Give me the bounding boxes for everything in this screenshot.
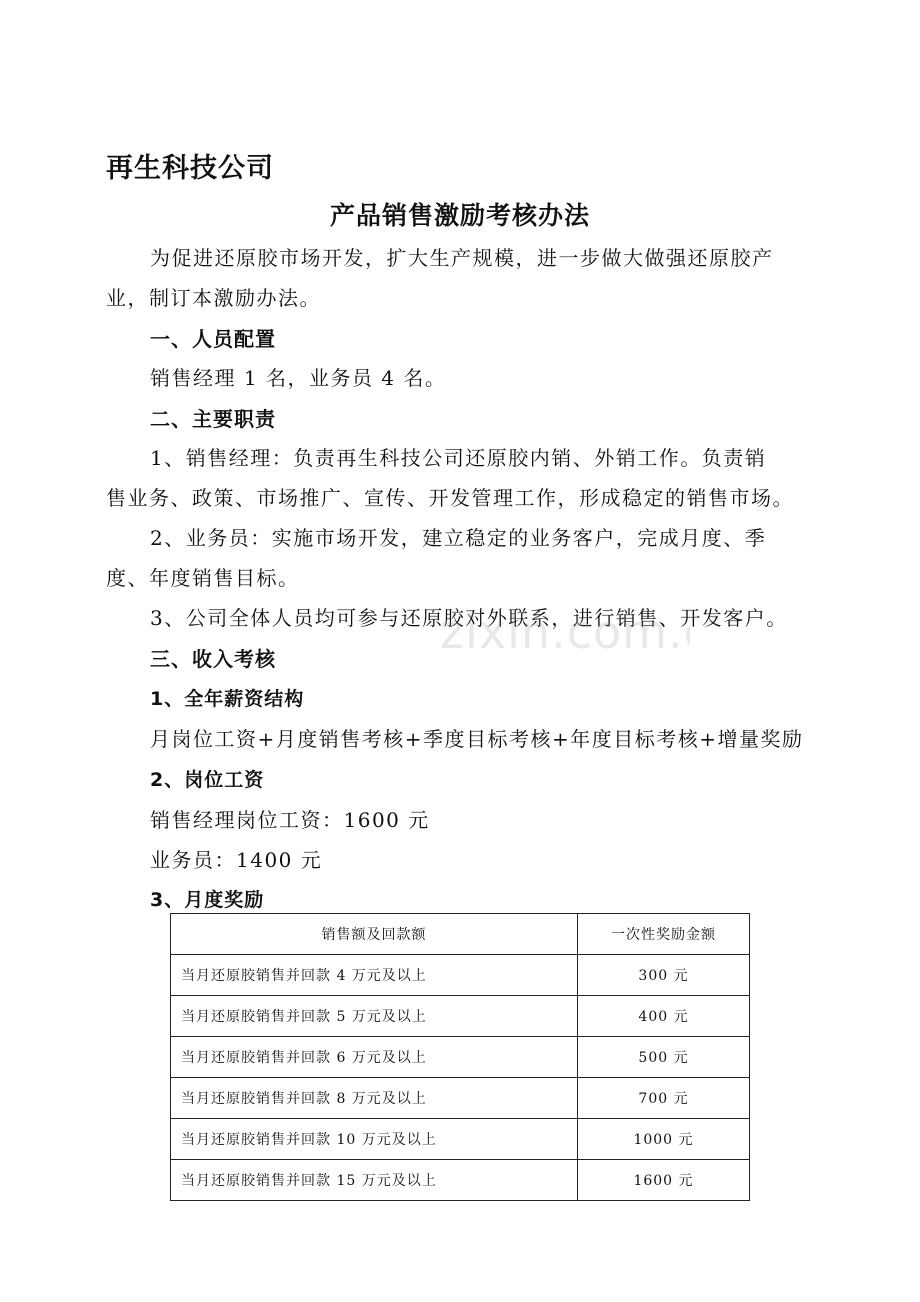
intro-line-1: 为促进还原胶市场开发，扩大生产规模，进一步做大做强还原胶产 xyxy=(150,246,774,270)
section-1-text: 销售经理 1 名，业务员 4 名。 xyxy=(150,366,447,390)
document-title: 产品销售激励考核办法 xyxy=(329,201,590,230)
monthly-reward-heading: 3、月度奖励 xyxy=(150,889,265,911)
manager-salary: 销售经理岗位工资：1600 元 xyxy=(150,808,430,832)
svg-text:zixin.com.cn: zixin.com. xyxy=(440,608,684,658)
row-condition: 当月还原胶销售并回款 8 万元及以上 xyxy=(171,1078,578,1119)
row-reward: 400 元 xyxy=(578,996,750,1037)
duty-1-line-2: 售业务、政策、市场推广、宣传、开发管理工作，形成稳定的销售市场。 xyxy=(106,486,794,510)
row-condition: 当月还原胶销售并回款 10 万元及以上 xyxy=(171,1119,578,1160)
duty-2-line-2: 度、年度销售目标。 xyxy=(106,566,300,590)
salary-structure-text: 月岗位工资+月度销售考核+季度目标考核+年度目标考核+增量奖励 xyxy=(150,727,804,751)
post-salary-heading: 2、岗位工资 xyxy=(150,769,265,791)
row-condition: 当月还原胶销售并回款 6 万元及以上 xyxy=(171,1037,578,1078)
staff-salary: 业务员：1400 元 xyxy=(150,848,323,872)
table-header-row xyxy=(171,914,750,955)
watermark-logo xyxy=(440,608,690,658)
watermark xyxy=(440,608,690,670)
row-reward: 700 元 xyxy=(578,1078,750,1119)
section-2-heading: 二、主要职责 xyxy=(150,407,276,431)
section-3-heading: 三、收入考核 xyxy=(150,647,276,671)
company-name: 再生科技公司 xyxy=(106,153,274,184)
intro-line-2: 业，制订本激励办法。 xyxy=(106,286,321,310)
header-reward-amount: 一次性奖励金额 xyxy=(578,914,750,955)
header-sales-amount: 销售额及回款额 xyxy=(171,914,578,955)
duty-3-line: 3、公司全体人员均可参与还原胶对外联系，进行销售、开发客户。 xyxy=(150,606,788,630)
duty-2-line-1: 2、业务员：实施市场开发，建立稳定的业务客户，完成月度、季 xyxy=(150,526,767,550)
row-reward: 500 元 xyxy=(578,1037,750,1078)
table-row xyxy=(171,1119,750,1160)
table-row xyxy=(171,1160,750,1201)
salary-structure-heading: 1、全年薪资结构 xyxy=(150,688,305,710)
row-reward: 1600 元 xyxy=(578,1160,750,1201)
table-row xyxy=(171,996,750,1037)
section-1-heading: 一、人员配置 xyxy=(150,327,276,351)
reward-table xyxy=(170,913,750,1201)
table-row xyxy=(171,1078,750,1119)
row-reward: 300 元 xyxy=(578,955,750,996)
row-condition: 当月还原胶销售并回款 5 万元及以上 xyxy=(171,996,578,1037)
row-condition: 当月还原胶销售并回款 15 万元及以上 xyxy=(171,1160,578,1201)
row-condition: 当月还原胶销售并回款 4 万元及以上 xyxy=(171,955,578,996)
duty-1-line-1: 1、销售经理：负责再生科技公司还原胶内销、外销工作。负责销 xyxy=(150,446,767,470)
row-reward: 1000 元 xyxy=(578,1119,750,1160)
table-row xyxy=(171,955,750,996)
table-row xyxy=(171,1037,750,1078)
